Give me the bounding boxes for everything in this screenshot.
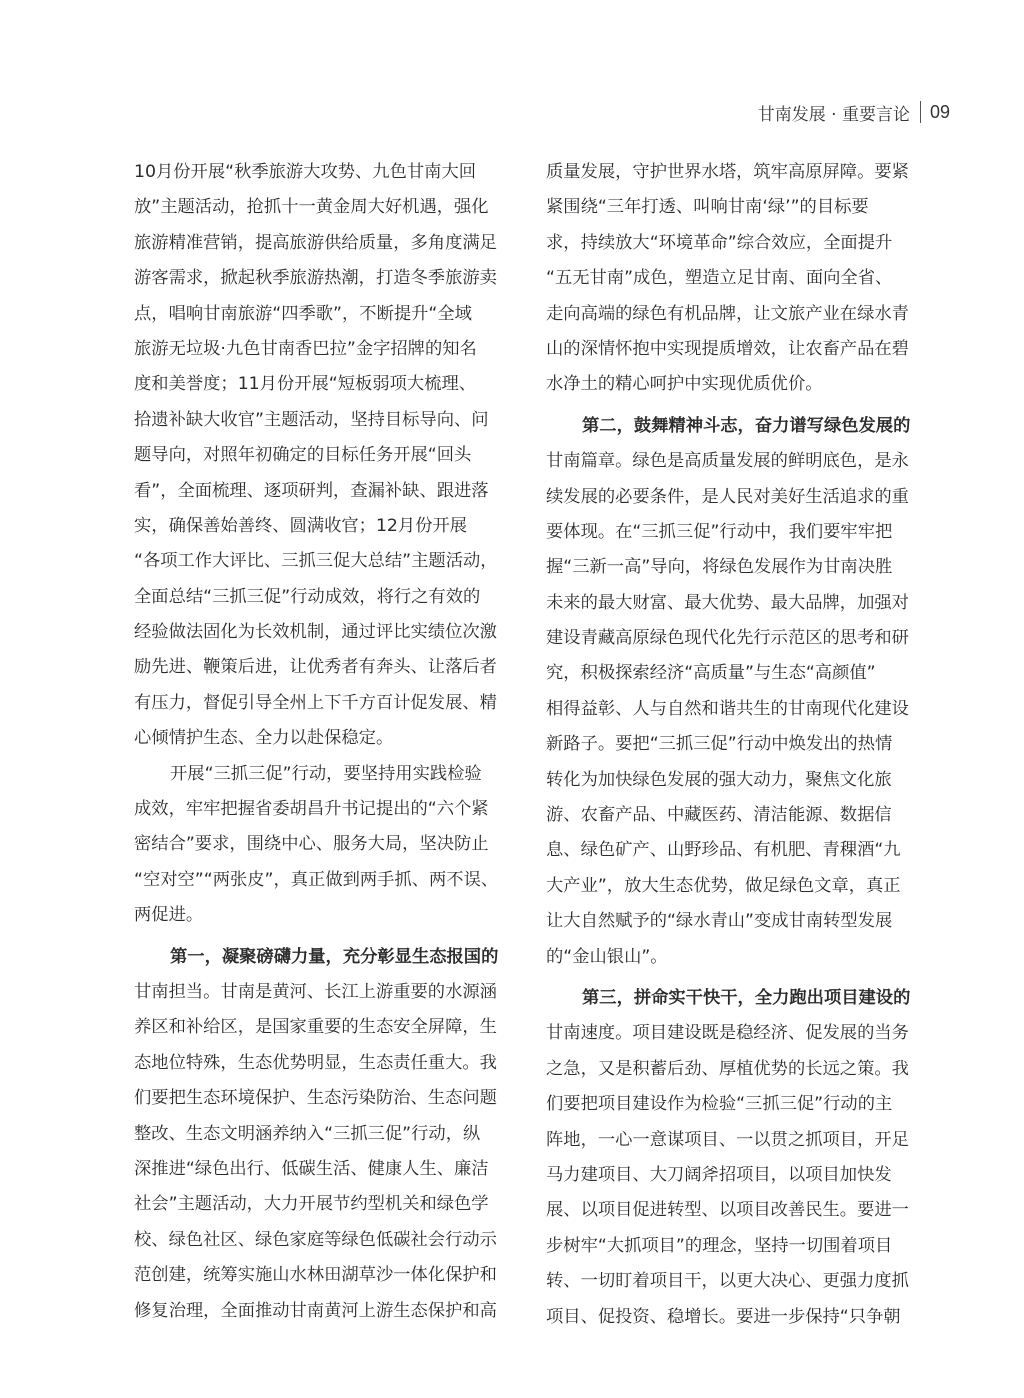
body-text-line: 全面总结“三抓三促”行动成效，将行之有效的 bbox=[134, 586, 481, 607]
body-text-line: 看”，全面梳理、逐项研判，查漏补缺、跟进落 bbox=[134, 480, 489, 501]
body-text-line: 水净土的精心呵护中实现优质优价。 bbox=[546, 374, 823, 395]
page-number: 09 bbox=[929, 101, 950, 122]
body-text-line: 新路子。要把“三抓三促”行动中焕发出的热情 bbox=[546, 734, 893, 755]
header-divider bbox=[920, 101, 921, 123]
body-text-line: 究，积极探索经济“高质量”与生态“高颜值” bbox=[546, 663, 876, 684]
body-text-line: 实，确保善始善终、圆满收官；12月份开展 bbox=[134, 515, 468, 536]
body-text-line: 成效，牢牢把握省委胡昌升书记提出的“六个紧 bbox=[134, 799, 489, 820]
body-text-line: 游客需求，掀起秋季旅游热潮，打造冬季旅游卖 bbox=[134, 268, 497, 289]
body-text-line: 马力建项目、大刀阔斧招项目，以项目加快发 bbox=[546, 1164, 892, 1185]
body-text-line: 甘南篇章。绿色是高质量发展的鲜明底色，是永 bbox=[546, 451, 909, 472]
running-header bbox=[758, 99, 950, 125]
body-text-line: 息、绿色矿产、山野珍品、有机肥、青稞酒“九 bbox=[546, 840, 901, 861]
body-text-line: “空对空”“两张皮”，真正做到两手抓、两不误、 bbox=[134, 869, 499, 890]
body-text-line: 社会”主题活动，大力开展节约型机关和绿色学 bbox=[134, 1194, 489, 1215]
body-text-line: 建设青藏高原绿色现代化先行示范区的思考和研 bbox=[546, 628, 909, 649]
body-text-line: 步树牢“大抓项目”的理念，坚持一切围着项目 bbox=[546, 1235, 893, 1256]
body-text-line: 质量发展，守护世界水塔，筑牢高原屏障。要紧 bbox=[546, 162, 909, 182]
body-text-line: 让大自然赋予的“绿水青山”变成甘南转型发展 bbox=[546, 911, 893, 932]
body-text-line: 旅游无垃圾·九色甘南香巴拉”金字招牌的知名 bbox=[134, 338, 477, 359]
body-text-line: 度和美誉度；11月份开展“短板弱项大梳理、 bbox=[134, 374, 477, 395]
body-text-line: 深推进“绿色出行、低碳生活、健康人生、廉洁 bbox=[134, 1158, 489, 1179]
text-column-left bbox=[134, 155, 512, 1329]
body-text-line: 拾遗补缺大收官”主题活动，坚持目标导向、问 bbox=[134, 409, 489, 430]
body-text-line: 放”主题活动，抢抓十一黄金周大好机遇，强化 bbox=[134, 197, 489, 218]
body-text-line: 续发展的必要条件，是人民对美好生活追求的重 bbox=[546, 486, 909, 507]
body-text-line: 之急，又是积蓄后劲、厚植优势的长远之策。我 bbox=[546, 1058, 909, 1079]
body-text-line: 10月份开展“秋季旅游大攻势、九色甘南大回 bbox=[134, 162, 477, 182]
body-text-line: 求，持续放大“环境革命”综合效应，全面提升 bbox=[546, 232, 893, 253]
section-heading-line: 第一，凝聚磅礴力量，充分彰显生态报国的 bbox=[170, 946, 499, 967]
body-text-line: 未来的最大财富、最大优势、最大品牌，加强对 bbox=[546, 592, 909, 613]
body-text-line: 修复治理，全面推动甘南黄河上游生态保护和高 bbox=[134, 1300, 497, 1321]
text-column-right bbox=[546, 155, 924, 1335]
section-title: 甘南发展 · 重要言论 bbox=[757, 104, 910, 125]
body-text-line: 游、农畜产品、中藏医药、清洁能源、数据信 bbox=[546, 805, 892, 826]
body-text-line: 有压力，督促引导全州上下千方百计促发展、精 bbox=[134, 692, 497, 713]
body-text-line: 两促进。 bbox=[134, 905, 204, 926]
body-text-line: 题导向，对照年初确定的目标任务开展“回头 bbox=[134, 445, 472, 466]
body-text-line: 整改、生态文明涵养纳入“三抓三促”行动，纵 bbox=[134, 1123, 481, 1144]
body-text-line: 转化为加快绿色发展的强大动力，聚焦文化旅 bbox=[546, 769, 892, 790]
body-text-line: “五无甘南”成色，塑造立足甘南、面向全省、 bbox=[546, 268, 893, 289]
body-text-line: 大产业”，放大生态优势，做足绿色文章，真正 bbox=[546, 875, 901, 896]
body-text-line: 经验做法固化为长效机制，通过评比实绩位次激 bbox=[134, 622, 497, 643]
body-text-line: “各项工作大评比、三抓三促大总结”主题活动， bbox=[134, 551, 498, 572]
body-text-line: 要体现。在“三抓三促”行动中，我们要牢牢把 bbox=[546, 521, 893, 542]
body-text-line: 励先进、鞭策后进，让优秀者有奔头、让落后者 bbox=[134, 657, 497, 678]
body-text-line: 转、一切盯着项目干，以更大决心、更强力度抓 bbox=[546, 1271, 909, 1292]
body-text-line: 态地位特殊，生态优势明显，生态责任重大。我 bbox=[134, 1052, 497, 1073]
body-text-line: 旅游精准营销，提高旅游供给质量，多角度满足 bbox=[134, 232, 497, 253]
section-heading-line: 第二，鼓舞精神斗志，奋力谱写绿色发展的 bbox=[582, 415, 911, 436]
body-text-line: 开展“三抓三促”行动，要坚持用实践检验 bbox=[170, 763, 482, 784]
body-text-line: 甘南担当。甘南是黄河、长江上游重要的水源涵 bbox=[134, 981, 497, 1002]
body-text-line: 养区和补给区，是国家重要的生态安全屏障，生 bbox=[134, 1017, 497, 1038]
body-text-line: 密结合”要求，围绕中心、服务大局，坚决防止 bbox=[134, 834, 489, 855]
body-text-line: 走向高端的绿色有机品牌，让文旅产业在绿水青 bbox=[546, 303, 909, 324]
body-text-line: 们要把项目建设作为检验“三抓三促”行动的主 bbox=[546, 1094, 893, 1115]
body-text-line: 山的深情怀抱中实现提质增效，让农畜产品在碧 bbox=[546, 338, 909, 359]
body-text-line: 点，唱响甘南旅游“四季歌”，不断提升“全域 bbox=[134, 303, 472, 324]
body-text-line: 们要把生态环境保护、生态污染防治、生态问题 bbox=[134, 1088, 497, 1109]
body-text-line: 范创建，统筹实施山水林田湖草沙一体化保护和 bbox=[134, 1265, 497, 1286]
body-text-line: 心倾情护生态、全力以赴保稳定。 bbox=[134, 728, 394, 749]
body-text-line: 展、以项目促进转型、以项目改善民生。要进一 bbox=[546, 1200, 909, 1221]
body-text-line: 相得益彰、人与自然和谐共生的甘南现代化建设 bbox=[546, 698, 909, 719]
body-text-line: 的“金山银山”。 bbox=[546, 946, 668, 967]
body-text-line: 阵地，一心一意谋项目、一以贯之抓项目，开足 bbox=[546, 1129, 909, 1150]
body-text-line: 校、绿色社区、绿色家庭等绿色低碳社会行动示 bbox=[134, 1229, 497, 1250]
body-text-line: 甘南速度。项目建设既是稳经济、促发展的当务 bbox=[546, 1023, 909, 1044]
body-text-line: 项目、促投资、稳增长。要进一步保持“只争朝 bbox=[546, 1306, 901, 1327]
body-text-line: 握“三新一高”导向，将绿色发展作为甘南决胜 bbox=[546, 557, 893, 578]
body-text-line: 紧围绕“三年打透、叫响甘南‘绿’”的目标要 bbox=[546, 197, 869, 218]
section-heading-line: 第三，拼命实干快干，全力跑出项目建设的 bbox=[582, 987, 911, 1008]
